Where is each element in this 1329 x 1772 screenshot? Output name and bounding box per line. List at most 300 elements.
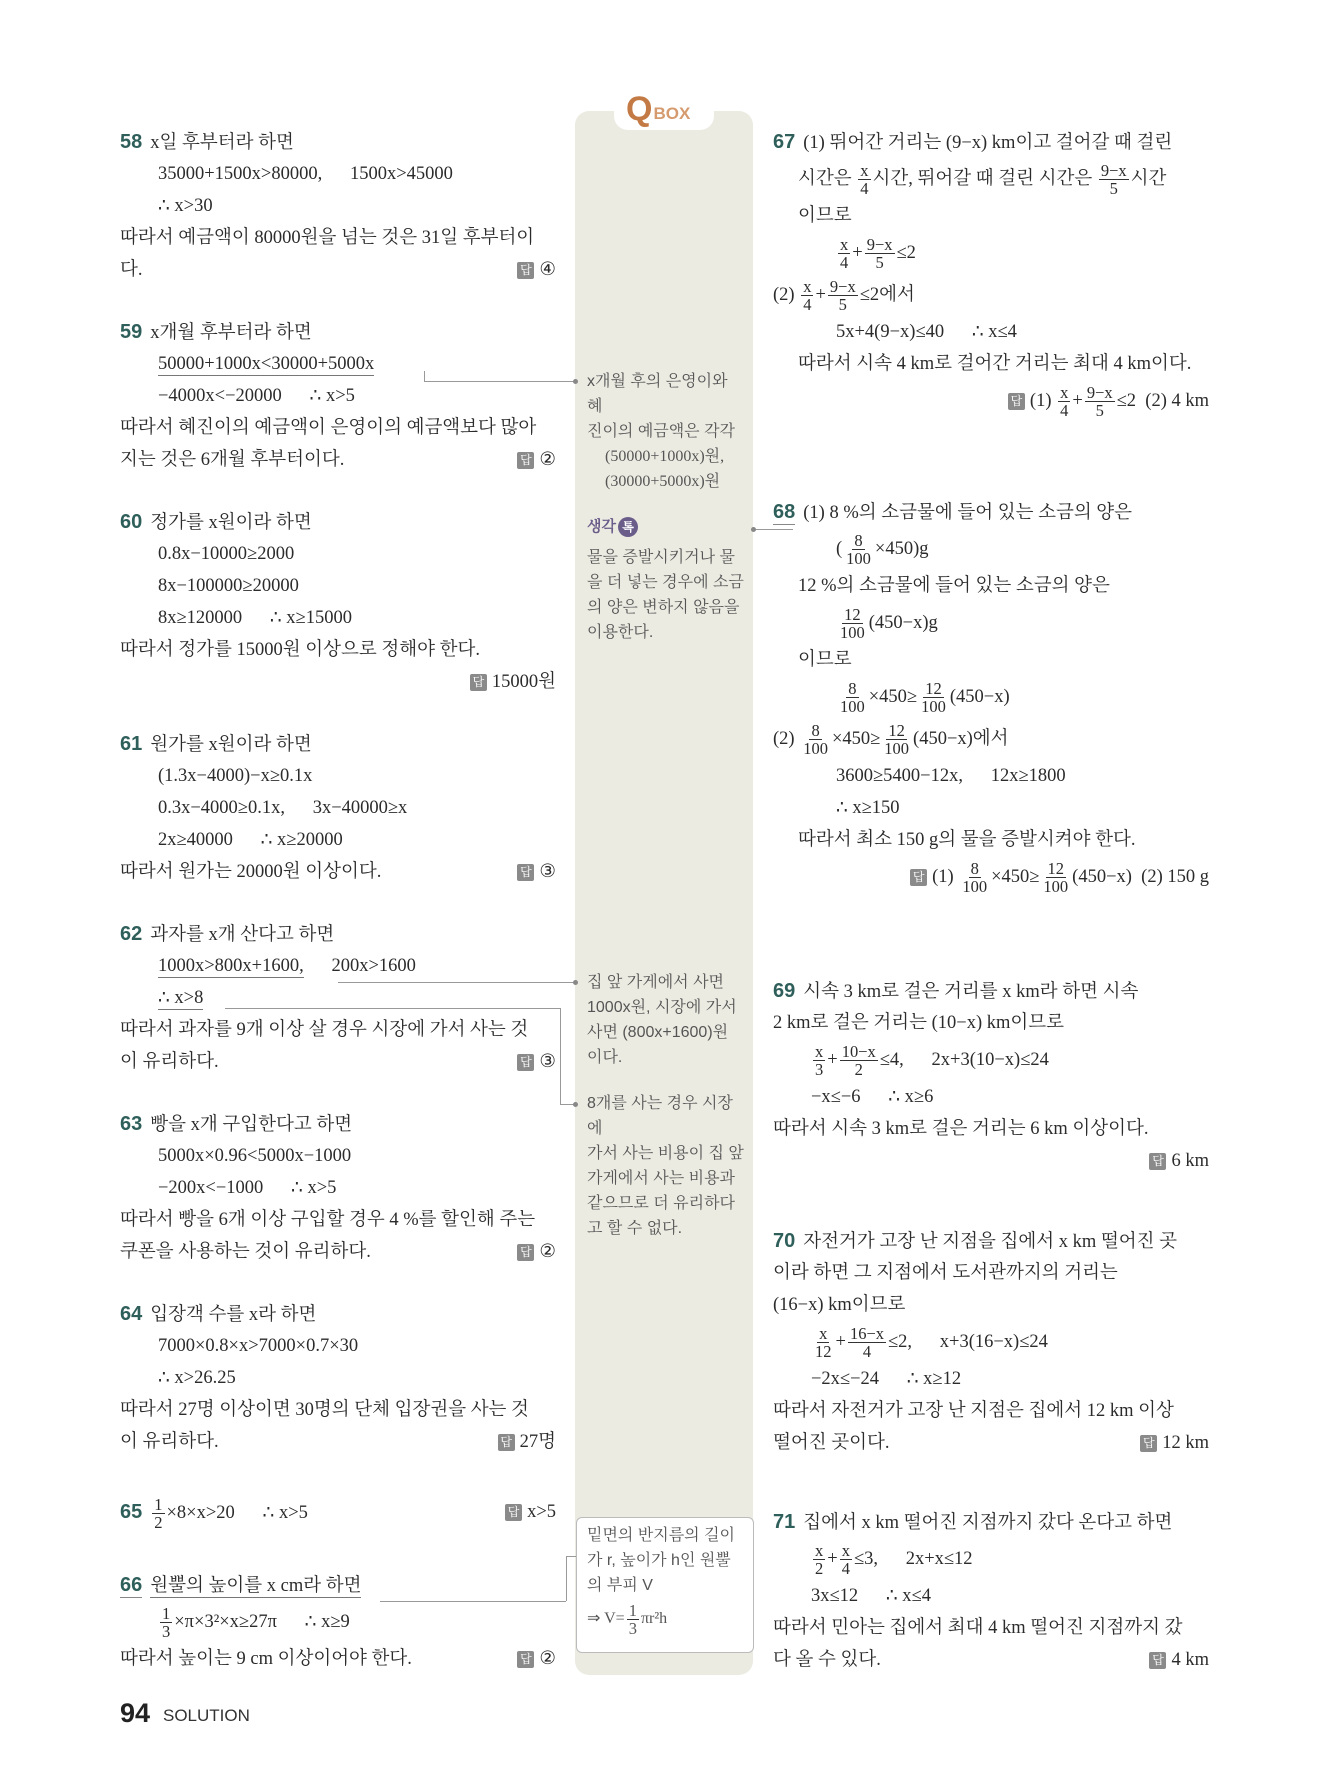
text-segment: (450−x) (2) 150 g [1072, 867, 1209, 887]
connector-line [424, 381, 575, 382]
problem-number: 59 [120, 321, 143, 343]
text-segment: 시간, 뛰어갈 때 걸린 시간은 [872, 169, 1097, 189]
answer [517, 1643, 556, 1675]
solution-line [120, 1298, 556, 1330]
text-segment: 이라 하면 그 지점에서 도서관까지의 거리는 [773, 1263, 1118, 1283]
text-segment: 과자를 x개 산다고 하면 [150, 925, 335, 945]
tip-title: 생각 [587, 518, 616, 535]
text-segment: 5000x×0.96<5000x−1000 [158, 1146, 352, 1166]
problem-63 [120, 1108, 556, 1268]
solution-line [120, 254, 556, 286]
text-segment: ② [539, 1649, 556, 1669]
text-segment: ≤3, 2x+x≤12 [853, 1549, 973, 1569]
solution-line [773, 158, 1209, 200]
fraction [1099, 162, 1129, 197]
text-segment: ② [539, 450, 556, 470]
denominator: 100 [921, 697, 946, 717]
note-line: 사면 (800x+1600)원 [587, 1024, 729, 1041]
solution-line [120, 1569, 556, 1601]
text-segment: πr²h [640, 1610, 668, 1628]
text-segment: 이므로 [798, 650, 852, 670]
solution-line [120, 1394, 556, 1426]
note-line: 고 할 수 없다. [587, 1220, 683, 1237]
problem-70 [773, 1225, 1209, 1459]
numerator: 9−x [1100, 161, 1127, 181]
text-segment: 35000+1500x>80000, 1500x>45000 [158, 164, 453, 184]
text-segment: 2x≥40000 ∴ x≥20000 [158, 830, 343, 850]
denominator: 5 [875, 253, 884, 273]
fraction [801, 278, 813, 313]
text-segment: (450−x)g [868, 613, 938, 633]
text-segment: 시속 3 km로 걸은 거리를 x km라 하면 시속 [803, 982, 1139, 1002]
denominator: 2 [815, 1559, 824, 1579]
answer [470, 666, 556, 698]
text-segment: 0.8x−10000≥2000 [158, 544, 295, 564]
solution-line [773, 1580, 1209, 1612]
solution-line [773, 1644, 1209, 1676]
text-segment: (450−x)에서 [913, 729, 1009, 749]
note-formula [587, 1602, 747, 1637]
text-segment: 따라서 과자를 9개 이상 살 경우 시장에 가서 사는 것 [120, 1020, 529, 1040]
note-line: 8개를 사는 경우 시장에 [587, 1095, 733, 1137]
fraction [627, 1602, 639, 1637]
fraction [844, 532, 873, 567]
solution-line [120, 222, 556, 254]
text-segment: 5x+4(9−x)≤40 ∴ x≤4 [836, 322, 1017, 342]
numerator: 8 [854, 531, 863, 551]
text-segment: −x≤−6 ∴ x≥6 [811, 1087, 934, 1107]
denominator: 4 [803, 295, 812, 315]
underlined-text: 원뿔의 높이를 x cm라 하면 [150, 1576, 362, 1596]
footer-label: SOLUTION [163, 1706, 250, 1725]
text-segment: 따라서 혜진이의 예금액이 은영이의 예금액보다 많아 [120, 418, 537, 438]
numerator: x [819, 1324, 828, 1344]
text-segment: 따라서 자전거가 고장 난 지점은 집에서 12 km 이상 [773, 1401, 1174, 1421]
text-segment: + [1072, 391, 1083, 411]
denominator: 5 [838, 295, 847, 315]
text-segment: 지는 것은 6개월 후부터이다. [120, 450, 345, 470]
note-line: 가게에서 사는 비용과 [587, 1170, 735, 1187]
denominator: 4 [840, 253, 849, 273]
numerator: 10−x [841, 1042, 876, 1062]
solution-line [773, 676, 1209, 718]
solution-line [773, 1113, 1209, 1145]
denominator: 4 [860, 179, 869, 199]
fraction [919, 680, 948, 715]
solution-line [773, 1289, 1209, 1321]
text-segment: 27명 [519, 1432, 556, 1452]
connector-line [338, 982, 575, 983]
solution-line [773, 644, 1209, 676]
denominator: 4 [862, 1342, 872, 1362]
text-segment: ③ [539, 862, 556, 882]
text-segment: 2 km로 걸은 거리는 (10−x) km이므로 [773, 1013, 1064, 1033]
note-line: 이용한다. [587, 624, 654, 641]
numerator: 12 [888, 721, 905, 741]
problem-number: 58 [120, 131, 143, 153]
numerator: x [840, 235, 849, 255]
text-segment: 이 유리하다. [120, 1432, 219, 1452]
note-line: 밑면의 반지름의 길이 [587, 1527, 735, 1544]
connector-line [753, 529, 793, 530]
text-segment: + [827, 1050, 838, 1070]
answer-badge-icon: 답 [498, 1434, 515, 1451]
fraction [840, 1043, 878, 1078]
problem-number: 69 [773, 980, 796, 1002]
text-segment: 4 km [1171, 1650, 1209, 1670]
fraction [813, 1325, 834, 1360]
denominator: 100 [840, 697, 865, 717]
text-segment: 정가를 x원이라 하면 [150, 513, 312, 533]
solution-line [773, 1081, 1209, 1113]
denominator: 3 [162, 1622, 171, 1642]
text-segment: 200x>1600 [303, 956, 416, 976]
solution-line [120, 380, 556, 412]
text-segment: (1) 뛰어간 거리는 (9−x) km이고 걸어갈 때 걸린 [803, 133, 1173, 153]
text-segment: (1) [1029, 391, 1057, 411]
text-segment: ≤2 [896, 243, 916, 263]
fraction [960, 860, 989, 895]
text-segment: 시간은 [798, 169, 857, 189]
solution-line [120, 666, 556, 698]
text-segment: −200x<−1000 ∴ x>5 [158, 1178, 337, 1198]
answer [517, 1046, 556, 1078]
solution-line [773, 1145, 1209, 1177]
numerator: x [815, 1541, 824, 1561]
text-segment: 시간 [1130, 169, 1167, 189]
text-segment: 입장객 수를 x라 하면 [150, 1305, 317, 1325]
numerator: x [841, 1541, 850, 1561]
answer [910, 856, 1209, 898]
connector-dot [751, 527, 756, 532]
numerator: 12 [1047, 859, 1065, 879]
solution-line [773, 316, 1209, 348]
text-segment: x일 후부터라 하면 [150, 133, 294, 153]
note-line: 의 양은 변하지 않음을 [587, 599, 740, 616]
numerator: 16−x [849, 1324, 884, 1344]
solution-line [120, 126, 556, 158]
speech-bubble-icon: 톡 [618, 517, 638, 537]
solution-line [120, 824, 556, 856]
text-segment: 떨어진 곳이다. [773, 1433, 890, 1453]
answer [1140, 1427, 1209, 1459]
solution-line [120, 412, 556, 444]
numerator: 1 [628, 1601, 637, 1620]
fraction [838, 606, 867, 641]
text-segment: 0.3x−4000≥0.1x, 3x−40000≥x [158, 798, 408, 818]
text-segment: 따라서 27명 이상이면 30명의 단체 입장권을 사는 것 [120, 1400, 529, 1420]
problem-number: 66 [120, 1574, 143, 1596]
solution-line [773, 528, 1209, 570]
solution-line [120, 316, 556, 348]
problem-number: 71 [773, 1511, 796, 1533]
problem-61 [120, 728, 556, 888]
answer [498, 1426, 556, 1458]
solution-line [120, 1108, 556, 1140]
solution-line [773, 1321, 1209, 1363]
answer-badge-icon: 답 [517, 262, 534, 279]
text-segment: −2x≤−24 ∴ x≥12 [811, 1369, 962, 1389]
numerator: 9−x [829, 277, 856, 297]
numerator: 12 [925, 679, 942, 699]
problem-number: 68 [773, 501, 796, 523]
text-segment: 따라서 높이는 9 cm 이상이어야 한다. [120, 1649, 412, 1669]
text-segment: ≤2, x+3(16−x)≤24 [888, 1332, 1048, 1352]
solution-line [120, 570, 556, 602]
note-line: 가 r, 높이가 h인 원뿔 [587, 1552, 731, 1569]
fraction [813, 1043, 825, 1078]
text-segment: ③ [539, 1052, 556, 1072]
note-line: 물을 증발시키거나 물 [587, 549, 735, 566]
answer [517, 444, 556, 476]
denominator: 100 [846, 549, 871, 569]
text-segment: 6 km [1171, 1151, 1209, 1171]
solution-line [773, 1257, 1209, 1289]
answer [505, 1491, 556, 1533]
solution-line [773, 792, 1209, 824]
text-segment: 따라서 빵을 6개 이상 구입할 경우 4 %를 할인해 주는 [120, 1210, 536, 1230]
text-segment: 이 유리하다. [120, 1052, 219, 1072]
problem-60 [120, 506, 556, 698]
underlined-text: 50000+1000x<30000+5000x [158, 354, 375, 374]
answer-badge-icon: 답 [505, 1504, 522, 1521]
answer-badge-icon: 답 [517, 1651, 534, 1668]
text-segment: (450−x) [949, 687, 1010, 707]
text-segment: 15000원 [491, 672, 556, 692]
text-segment: + [835, 1332, 846, 1352]
numerator: 8 [848, 679, 857, 699]
answer-badge-icon: 답 [517, 1244, 534, 1261]
solution-line [120, 918, 556, 950]
solution-line [120, 506, 556, 538]
text-segment: 3600≥5400−12x, 12x≥1800 [836, 766, 1066, 786]
solution-line [120, 1046, 556, 1078]
text-segment: 따라서 원가는 20000원 이상이다. [120, 862, 382, 882]
connector-line [560, 1008, 561, 1104]
text-segment: ×450≥ [868, 687, 918, 707]
solution-line [120, 1330, 556, 1362]
tip-heading [587, 515, 638, 537]
solution-line [773, 232, 1209, 274]
problem-68 [773, 496, 1209, 898]
note-62a [587, 970, 747, 1070]
text-segment: + [852, 243, 863, 263]
text-segment: (1) [932, 867, 959, 887]
solution-line [773, 200, 1209, 232]
text-segment: −4000x<−20000 ∴ x>5 [158, 386, 355, 406]
text-segment: 3x≤12 ∴ x≤4 [811, 1586, 931, 1606]
fraction [1058, 384, 1070, 419]
answer [517, 856, 556, 888]
numerator: 12 [844, 605, 861, 625]
logo-box: BOX [653, 104, 691, 123]
connector-line [380, 1601, 566, 1602]
solution-line [120, 856, 556, 888]
problem-69 [773, 975, 1209, 1177]
text-segment: + [827, 1549, 838, 1569]
solution-line [773, 1039, 1209, 1081]
answer-badge-icon: 답 [910, 869, 927, 886]
numerator: x [815, 1042, 824, 1062]
denominator: 3 [628, 1619, 637, 1638]
solution-line [120, 982, 556, 1014]
answer [1008, 380, 1209, 422]
solution-line [120, 602, 556, 634]
denominator: 100 [962, 877, 988, 897]
solution-line [773, 1538, 1209, 1580]
denominator: 2 [154, 1513, 163, 1533]
solution-line [120, 348, 556, 380]
solution-line [773, 274, 1209, 316]
fraction [160, 1605, 172, 1640]
answer-badge-icon: 답 [517, 864, 534, 881]
denominator: 100 [884, 739, 910, 759]
underlined-text: ∴ x>8 [158, 988, 204, 1008]
text-segment: 따라서 정가를 15000원 이상으로 정해야 한다. [120, 640, 480, 660]
answer-badge-icon: 답 [1008, 393, 1025, 410]
denominator: 100 [1043, 877, 1069, 897]
problem-64 [120, 1298, 556, 1458]
solution-line [120, 792, 556, 824]
text-segment: 다. [120, 260, 143, 280]
connector-line [424, 371, 425, 381]
text-segment: 12 km [1162, 1433, 1209, 1453]
connector-dot [573, 980, 578, 985]
solution-line [773, 1225, 1209, 1257]
fraction [865, 236, 895, 271]
solution-line [120, 1362, 556, 1394]
solution-line [120, 1643, 556, 1675]
tip-note [587, 545, 747, 645]
text-segment: 8x≥120000 ∴ x≥15000 [158, 608, 352, 628]
answer [1149, 1644, 1209, 1676]
text-segment: 7000×0.8×x>7000×0.7×30 [158, 1336, 359, 1356]
fraction [152, 1496, 164, 1531]
note-equation: (30000+5000x)원 [605, 473, 721, 490]
underlined-text: 1000x>800x+1600, [158, 956, 304, 976]
text-segment: ∴ x>30 [158, 196, 213, 216]
problem-number: 62 [120, 923, 143, 945]
solution-line [773, 348, 1209, 380]
logo-q: Q [626, 90, 653, 128]
note-line: 집 앞 가게에서 사면 [587, 974, 724, 991]
solution-line [120, 1491, 556, 1533]
denominator: 4 [841, 1559, 850, 1579]
problem-58 [120, 126, 556, 286]
answer-badge-icon: 답 [1140, 1435, 1157, 1452]
fraction [813, 1542, 825, 1577]
answer [1149, 1145, 1209, 1177]
text-segment: 쿠폰을 사용하는 것이 유리하다. [120, 1242, 371, 1262]
problem-number: 65 [120, 1501, 143, 1523]
fraction [838, 680, 867, 715]
solution-line [773, 602, 1209, 644]
solution-line [773, 718, 1209, 760]
text-segment: 따라서 민아는 집에서 최대 4 km 떨어진 지점까지 갔 [773, 1618, 1183, 1638]
text-segment: 원가를 x원이라 하면 [150, 735, 312, 755]
text-segment: ×450≥ [831, 729, 881, 749]
note-59 [587, 369, 747, 494]
answer-badge-icon: 답 [1149, 1652, 1166, 1669]
note-62b [587, 1091, 747, 1241]
text-segment: 따라서 최소 150 g의 물을 증발시켜야 한다. [798, 830, 1136, 850]
solution-line [120, 634, 556, 666]
denominator: 2 [854, 1060, 863, 1080]
solution-line [773, 570, 1209, 602]
answer-badge-icon: 답 [1149, 1153, 1166, 1170]
solution-line [773, 975, 1209, 1007]
solution-line [120, 444, 556, 476]
numerator: 8 [811, 721, 820, 741]
problem-number: 60 [120, 511, 143, 533]
problem-number: 63 [120, 1113, 143, 1135]
qbox-logo [626, 92, 690, 126]
denominator: 5 [1095, 401, 1104, 421]
solution-line [120, 760, 556, 792]
text-segment: ≤4, 2x+3(10−x)≤24 [879, 1050, 1049, 1070]
connector-dot [573, 379, 578, 384]
solution-line [120, 728, 556, 760]
problem-number: 61 [120, 733, 143, 755]
solution-line [773, 496, 1209, 528]
numerator: x [860, 161, 869, 181]
text-segment: (1) 8 %의 소금물에 들어 있는 소금의 양은 [803, 503, 1133, 523]
fraction [840, 1542, 852, 1577]
answer [517, 254, 556, 286]
problem-65 [120, 1491, 556, 1533]
problem-59 [120, 316, 556, 476]
answer-badge-icon: 답 [517, 1054, 534, 1071]
problem-62 [120, 918, 556, 1078]
denominator: 100 [803, 739, 828, 759]
solution-line [120, 1140, 556, 1172]
solution-line [773, 380, 1209, 422]
solution-line [773, 1427, 1209, 1459]
note-66 [587, 1523, 747, 1637]
text-segment: ∴ x>26.25 [158, 1368, 236, 1388]
solution-line [120, 1601, 556, 1643]
problem-number: 70 [773, 1230, 796, 1252]
note-equation: (50000+1000x)원, [605, 448, 725, 465]
denominator: 100 [840, 623, 865, 643]
text-segment: x개월 후부터라 하면 [150, 323, 312, 343]
denominator: 4 [1060, 401, 1069, 421]
text-segment: 이므로 [798, 206, 852, 226]
text-segment: 따라서 예금액이 80000원을 넘는 것은 31일 후부터이 [120, 228, 535, 248]
solution-line [120, 1204, 556, 1236]
numerator: 1 [162, 1604, 171, 1624]
solution-line [120, 950, 556, 982]
qbox-sidebar [575, 111, 753, 1675]
text-segment: 집에서 x km 떨어진 지점까지 갔다 온다고 하면 [803, 1513, 1173, 1533]
text-segment: 빵을 x개 구입한다고 하면 [150, 1115, 353, 1135]
text-segment: 8x−100000≥20000 [158, 576, 299, 596]
solution-line [120, 1236, 556, 1268]
text-segment: ×8×x>20 ∴ x>5 [166, 1503, 308, 1523]
solution-line [773, 760, 1209, 792]
text-segment: + [815, 285, 826, 305]
numerator: x [1060, 383, 1069, 403]
solution-line [773, 1506, 1209, 1538]
solution-line [773, 1612, 1209, 1644]
note-line: 의 부피 V [587, 1577, 653, 1594]
text-segment: ( [836, 539, 843, 559]
solution-line [773, 856, 1209, 898]
fraction [828, 278, 858, 313]
text-segment: x>5 [527, 1502, 556, 1522]
note-line: 이다. [587, 1049, 623, 1066]
solution-line [120, 538, 556, 570]
